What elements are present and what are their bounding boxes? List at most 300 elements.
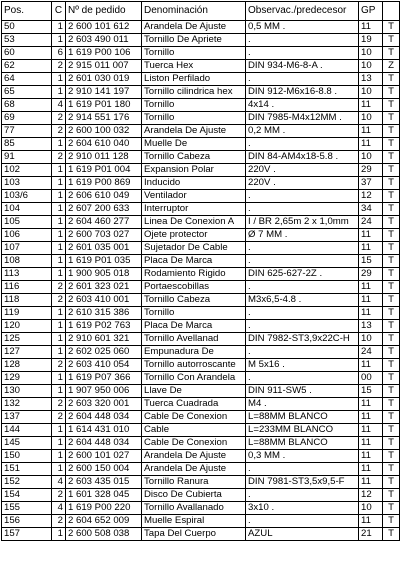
cell-gp: 10 [359,47,383,60]
cell-denomination: Empunadura De [142,346,246,359]
cell-pos: 145 [2,437,52,450]
cell-pos: 91 [2,151,52,164]
cell-observations: . [246,346,359,359]
cell-denomination: Tornillo [142,47,246,60]
cell-quantity: 2 [52,112,66,125]
cell-gp: 12 [359,489,383,502]
cell-quantity: 2 [52,515,66,528]
cell-denomination: Tornillo Cabeza [142,294,246,307]
cell-pos: 151 [2,463,52,476]
cell-denomination: Tornillo [142,99,246,112]
table-row [2,255,400,268]
cell-pos: 62 [2,60,52,73]
cell-quantity: 2 [52,398,66,411]
cell-quantity: 1 [52,242,66,255]
table-row [2,333,400,346]
cell-modifier: Z [383,60,400,73]
cell-observations: . [246,73,359,86]
cell-observations: 0,2 MM . [246,125,359,138]
cell-observations: . [246,47,359,60]
cell-denomination: Tornillo cilindrica hex [142,86,246,99]
cell-order-number: 2 601 035 001 [66,242,142,255]
cell-gp: 11 [359,125,383,138]
cell-observations: . [246,255,359,268]
table-row [2,229,400,242]
cell-observations: . [246,203,359,216]
cell-gp: 10 [359,112,383,125]
table-row [2,203,400,216]
cell-denomination: Cable [142,424,246,437]
cell-order-number: 2 604 460 277 [66,216,142,229]
cell-gp: 00 [359,372,383,385]
cell-denomination: Expansion Polar [142,164,246,177]
cell-order-number: 2 600 508 038 [66,528,142,541]
cell-pos: 152 [2,476,52,489]
cell-order-number: 1 619 P00 869 [66,177,142,190]
cell-modifier: T [383,398,400,411]
cell-order-number: 1 619 P07 366 [66,372,142,385]
cell-order-number: 2 603 490 011 [66,34,142,47]
cell-order-number: 2 604 610 040 [66,138,142,151]
cell-denomination: Tuerca Cuadrada [142,398,246,411]
cell-modifier: T [383,99,400,112]
cell-observations: . [246,242,359,255]
cell-pos: 132 [2,398,52,411]
cell-observations: . [246,138,359,151]
cell-pos: 77 [2,125,52,138]
cell-observations: 3x10 . [246,502,359,515]
cell-modifier: T [383,203,400,216]
cell-pos: 144 [2,424,52,437]
cell-order-number: 2 604 448 034 [66,437,142,450]
table-row [2,411,400,424]
cell-pos: 154 [2,489,52,502]
cell-modifier: T [383,268,400,281]
cell-quantity: 1 [52,73,66,86]
table-row [2,47,400,60]
table-row [2,346,400,359]
cell-pos: 130 [2,385,52,398]
cell-order-number: 2 910 601 321 [66,333,142,346]
cell-observations: L=233MM BLANCO [246,424,359,437]
table-row [2,476,400,489]
cell-gp: 19 [359,34,383,47]
cell-gp: 10 [359,333,383,346]
cell-modifier: T [383,86,400,99]
cell-modifier: T [383,47,400,60]
cell-observations: M 5x16 . [246,359,359,372]
cell-denomination: Tornillo Ranura [142,476,246,489]
cell-order-number: 2 606 610 049 [66,190,142,203]
cell-pos: 107 [2,242,52,255]
table-row [2,372,400,385]
header-blank [383,2,400,21]
cell-observations: . [246,515,359,528]
cell-denomination: Arandela De Ajuste [142,463,246,476]
cell-modifier: T [383,424,400,437]
cell-observations: 4x14 . [246,99,359,112]
cell-pos: 113 [2,268,52,281]
cell-modifier: T [383,359,400,372]
cell-denomination: Rodamiento Rigido [142,268,246,281]
cell-gp: 11 [359,99,383,112]
table-row [2,216,400,229]
cell-denomination: Tornillo Cabeza [142,151,246,164]
cell-order-number: 1 619 P00 220 [66,502,142,515]
cell-gp: 10 [359,86,383,99]
cell-order-number: 2 600 100 032 [66,125,142,138]
cell-modifier: T [383,112,400,125]
cell-order-number: 2 600 150 004 [66,463,142,476]
cell-quantity: 2 [52,359,66,372]
table-row [2,281,400,294]
table-row [2,99,400,112]
cell-gp: 37 [359,177,383,190]
cell-pos: 118 [2,294,52,307]
table-row [2,86,400,99]
cell-quantity: 1 [52,307,66,320]
table-row [2,268,400,281]
cell-pos: 106 [2,229,52,242]
cell-observations: . [246,307,359,320]
cell-observations: . [246,320,359,333]
cell-gp: 21 [359,528,383,541]
cell-order-number: 2 607 200 633 [66,203,142,216]
cell-quantity: 1 [52,190,66,203]
cell-gp: 15 [359,385,383,398]
cell-gp: 11 [359,242,383,255]
cell-denomination: Tuerca Hex [142,60,246,73]
cell-pos: 127 [2,346,52,359]
cell-observations: . [246,463,359,476]
cell-denomination: Inducido [142,177,246,190]
cell-observations: DIN 934-M6-8-A . [246,60,359,73]
cell-modifier: T [383,242,400,255]
cell-denomination: Llave De [142,385,246,398]
cell-modifier: T [383,307,400,320]
cell-pos: 157 [2,528,52,541]
cell-order-number: 1 619 P01 035 [66,255,142,268]
cell-modifier: T [383,294,400,307]
table-row [2,21,400,34]
cell-order-number: 2 604 652 009 [66,515,142,528]
cell-observations: L=88MM BLANCO [246,437,359,450]
cell-pos: 68 [2,99,52,112]
cell-quantity: 6 [52,47,66,60]
cell-modifier: T [383,216,400,229]
cell-modifier: T [383,281,400,294]
cell-quantity: 4 [52,99,66,112]
cell-observations: I / BR 2,65m 2 x 1,0mm [246,216,359,229]
cell-order-number: 2 910 141 197 [66,86,142,99]
cell-order-number: 1 619 P01 180 [66,99,142,112]
table-row [2,138,400,151]
cell-denomination: Muelle Espiral [142,515,246,528]
cell-quantity: 1 [52,333,66,346]
cell-denomination: Placa De Marca [142,320,246,333]
cell-modifier: T [383,320,400,333]
cell-observations: . [246,34,359,47]
cell-observations: DIN 625-627-2Z . [246,268,359,281]
cell-pos: 102 [2,164,52,177]
cell-quantity: 2 [52,294,66,307]
cell-denomination: Arandela De Ajuste [142,21,246,34]
cell-denomination: Sujetador De Cable [142,242,246,255]
cell-denomination: Muelle De [142,138,246,151]
cell-pos: 156 [2,515,52,528]
cell-pos: 105 [2,216,52,229]
cell-modifier: T [383,164,400,177]
cell-denomination: Cable De Conexion [142,437,246,450]
header-order-number: Nº de pedido [66,2,142,21]
cell-pos: 85 [2,138,52,151]
cell-order-number: 2 601 323 021 [66,281,142,294]
cell-gp: 11 [359,463,383,476]
cell-pos: 125 [2,333,52,346]
cell-quantity: 1 [52,528,66,541]
cell-denomination: Tornillo Con Arandela [142,372,246,385]
cell-quantity: 1 [52,34,66,47]
cell-gp: 11 [359,515,383,528]
cell-gp: 11 [359,229,383,242]
cell-pos: 103 [2,177,52,190]
table-row [2,528,400,541]
cell-observations: 220V . [246,164,359,177]
table-row [2,450,400,463]
cell-denomination: Ventilador [142,190,246,203]
cell-pos: 119 [2,307,52,320]
cell-pos: 103/6 [2,190,52,203]
cell-denomination: Tornillo autorroscante [142,359,246,372]
cell-modifier: T [383,385,400,398]
cell-quantity: 1 [52,229,66,242]
cell-observations: 0,5 MM . [246,21,359,34]
cell-order-number: 2 910 011 128 [66,151,142,164]
header-quantity: C [52,2,66,21]
cell-gp: 13 [359,320,383,333]
cell-gp: 10 [359,60,383,73]
cell-order-number: 2 603 320 001 [66,398,142,411]
cell-pos: 104 [2,203,52,216]
cell-pos: 137 [2,411,52,424]
cell-pos: 128 [2,359,52,372]
cell-gp: 12 [359,190,383,203]
cell-order-number: 2 601 030 019 [66,73,142,86]
cell-order-number: 1 619 P01 004 [66,164,142,177]
cell-modifier: T [383,333,400,346]
cell-gp: 11 [359,294,383,307]
cell-quantity: 1 [52,463,66,476]
cell-modifier: T [383,411,400,424]
cell-modifier: T [383,489,400,502]
cell-quantity: 2 [52,489,66,502]
cell-quantity: 1 [52,21,66,34]
cell-quantity: 1 [52,255,66,268]
table-row [2,307,400,320]
cell-quantity: 1 [52,86,66,99]
cell-gp: 10 [359,502,383,515]
cell-gp: 11 [359,359,383,372]
cell-gp: 29 [359,268,383,281]
cell-quantity: 4 [52,502,66,515]
cell-modifier: T [383,21,400,34]
table-row [2,125,400,138]
table-row [2,385,400,398]
header-gp: GP [359,2,383,21]
cell-order-number: 2 600 101 027 [66,450,142,463]
cell-quantity: 1 [52,450,66,463]
cell-quantity: 2 [52,281,66,294]
cell-order-number: 2 914 551 176 [66,112,142,125]
cell-gp: 24 [359,346,383,359]
table-row [2,34,400,47]
cell-order-number: 2 602 025 060 [66,346,142,359]
cell-pos: 120 [2,320,52,333]
cell-quantity: 4 [52,476,66,489]
cell-denomination: Portaescobillas [142,281,246,294]
cell-observations: DIN 7982-ST3,9x22C-H [246,333,359,346]
cell-gp: 15 [359,255,383,268]
cell-pos: 116 [2,281,52,294]
cell-modifier: T [383,34,400,47]
cell-quantity: 2 [52,411,66,424]
cell-observations: DIN 912-M6x16-8.8 . [246,86,359,99]
cell-order-number: 1 900 905 018 [66,268,142,281]
table-row [2,177,400,190]
cell-gp: 11 [359,424,383,437]
cell-denomination: Interruptor [142,203,246,216]
cell-order-number: 2 603 410 001 [66,294,142,307]
cell-modifier: T [383,437,400,450]
cell-modifier: T [383,515,400,528]
header-pos: Pos. [2,2,52,21]
cell-quantity: 1 [52,424,66,437]
cell-gp: 11 [359,411,383,424]
table-row [2,489,400,502]
parts-body [2,21,400,541]
table-row [2,437,400,450]
cell-denomination: Linea De Conexion A [142,216,246,229]
cell-gp: 11 [359,307,383,320]
cell-observations: L=88MM BLANCO [246,411,359,424]
cell-gp: 13 [359,73,383,86]
cell-denomination: Cable De Conexion [142,411,246,424]
table-row [2,424,400,437]
cell-pos: 69 [2,112,52,125]
cell-order-number: 2 600 703 027 [66,229,142,242]
cell-modifier: T [383,372,400,385]
cell-pos: 53 [2,34,52,47]
cell-denomination: Tornillo De Apriete [142,34,246,47]
cell-quantity: 1 [52,177,66,190]
header-denomination: Denominación [142,2,246,21]
table-row [2,502,400,515]
cell-gp: 29 [359,164,383,177]
cell-quantity: 1 [52,164,66,177]
cell-observations: 220V . [246,177,359,190]
cell-gp: 11 [359,281,383,294]
cell-gp: 11 [359,476,383,489]
cell-order-number: 1 601 328 045 [66,489,142,502]
table-row [2,294,400,307]
cell-pos: 155 [2,502,52,515]
cell-order-number: 1 907 950 006 [66,385,142,398]
table-row [2,242,400,255]
cell-observations: M3x6,5-4.8 . [246,294,359,307]
cell-denomination: Disco De Cubierta [142,489,246,502]
cell-observations: Ø 7 MM . [246,229,359,242]
cell-gp: 11 [359,21,383,34]
cell-gp: 34 [359,203,383,216]
cell-observations: M4 . [246,398,359,411]
cell-quantity: 1 [52,203,66,216]
table-row [2,112,400,125]
cell-order-number: 2 600 101 612 [66,21,142,34]
cell-modifier: T [383,125,400,138]
cell-observations: . [246,281,359,294]
cell-modifier: T [383,73,400,86]
cell-denomination: Tornillo [142,112,246,125]
cell-denomination: Liston Perfilado [142,73,246,86]
cell-quantity: 1 [52,372,66,385]
cell-denomination: Arandela De Ajuste [142,450,246,463]
cell-denomination: Tapa Del Cuerpo [142,528,246,541]
cell-order-number: 1 619 P02 763 [66,320,142,333]
cell-modifier: T [383,463,400,476]
cell-gp: 11 [359,398,383,411]
cell-gp: 24 [359,216,383,229]
cell-gp: 11 [359,450,383,463]
parts-table [1,1,400,541]
cell-pos: 65 [2,86,52,99]
table-row [2,515,400,528]
table-row [2,60,400,73]
table-row [2,359,400,372]
cell-order-number: 1 619 P00 106 [66,47,142,60]
cell-pos: 60 [2,47,52,60]
cell-gp: 10 [359,151,383,164]
cell-denomination: Tornillo Avallanado [142,502,246,515]
table-row [2,151,400,164]
cell-modifier: T [383,450,400,463]
cell-denomination: Ojete protector [142,229,246,242]
cell-denomination: Placa De Marca [142,255,246,268]
cell-order-number: 2 610 315 386 [66,307,142,320]
table-row [2,190,400,203]
cell-observations: AZUL [246,528,359,541]
cell-observations: DIN 7981-ST3,5x9,5-F [246,476,359,489]
cell-modifier: T [383,528,400,541]
cell-modifier: T [383,346,400,359]
cell-observations: . [246,372,359,385]
cell-modifier: T [383,502,400,515]
table-row [2,164,400,177]
cell-modifier: T [383,229,400,242]
cell-observations: . [246,190,359,203]
cell-order-number: 1 614 431 010 [66,424,142,437]
cell-modifier: T [383,177,400,190]
cell-modifier: T [383,255,400,268]
cell-order-number: 2 915 011 007 [66,60,142,73]
table-row [2,463,400,476]
cell-quantity: 1 [52,346,66,359]
cell-order-number: 2 604 448 034 [66,411,142,424]
cell-observations: DIN 911-SW5 . [246,385,359,398]
cell-pos: 50 [2,21,52,34]
cell-order-number: 2 603 410 054 [66,359,142,372]
cell-denomination: Arandela De Ajuste [142,125,246,138]
cell-modifier: T [383,151,400,164]
